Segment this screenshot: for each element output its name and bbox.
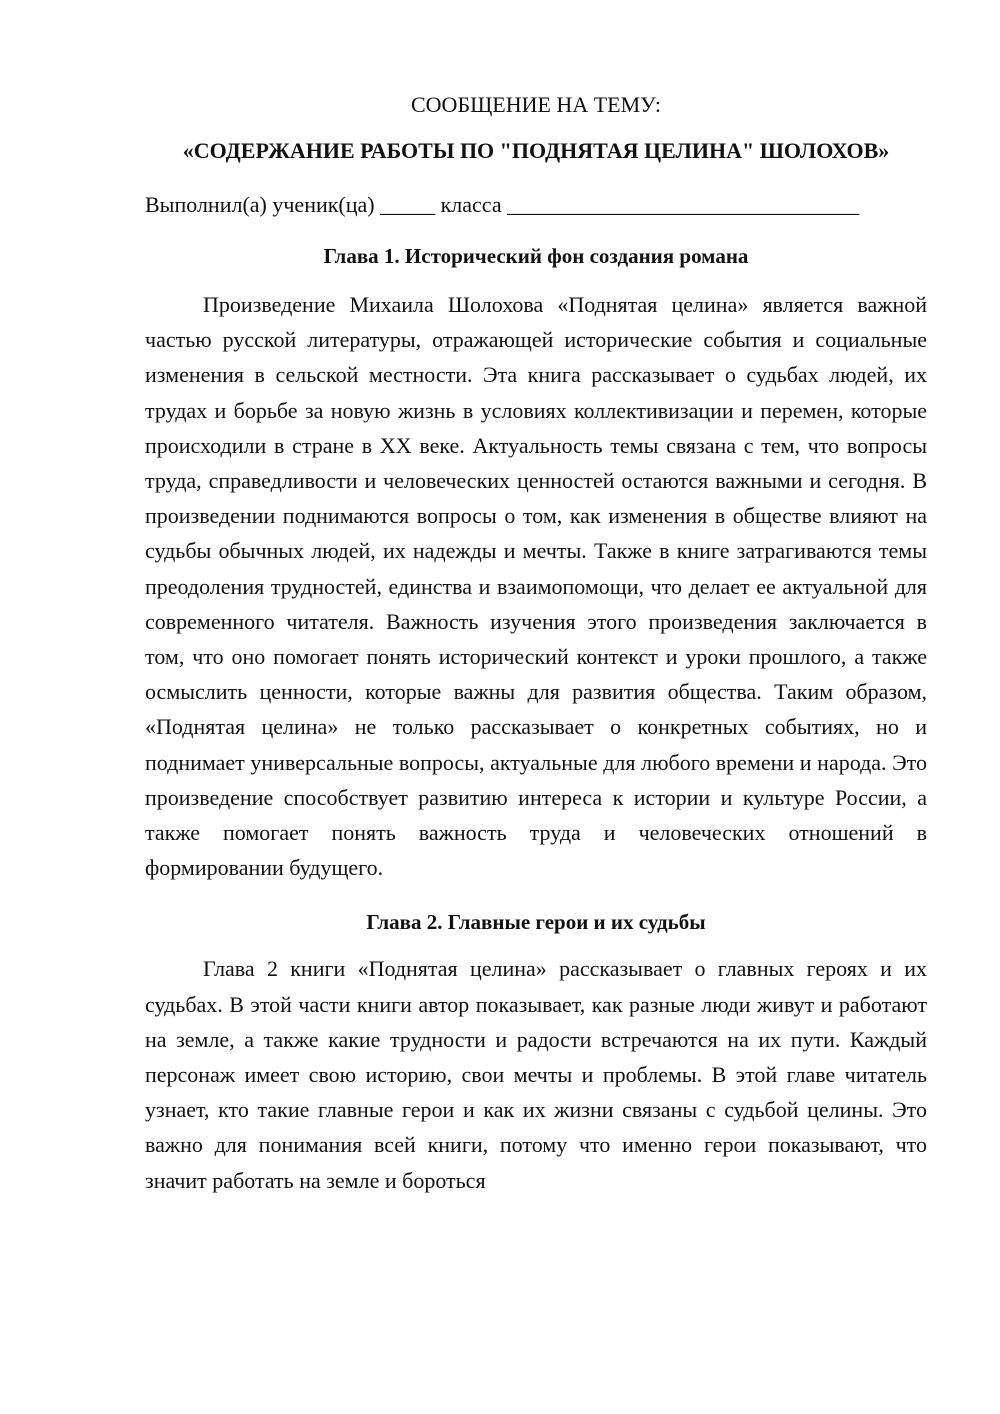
chapter-1-title: Глава 1. Исторический фон создания романа <box>323 244 749 268</box>
chapter-2-text: Глава 2 книги «Поднятая целина» рассказывает о главных героях и их судьбах. В этой части книги автор показывает, как разные люди живут и работают на земле, а также какие трудности и радости встречаются на их пути. Каждый персонаж имеет свою историю, свои мечты и проблемы. В этой главе читатель узнает, кто такие главные герои и как их жизни связаны с судьбой целины. Это важно для понимания всей книги, потому что именно герои показывают, что значит работать на земле и бороться <box>145 956 927 1193</box>
author-line: Выполнил(а) ученик(ца) _____ класса ________________________________ <box>145 192 860 217</box>
topic-label: СООБЩЕНИЕ НА ТЕМУ: <box>411 92 661 117</box>
topic-title: «СОДЕРЖАНИЕ РАБОТЫ ПО "ПОДНЯТАЯ ЦЕЛИНА" ШОЛОХОВ» <box>182 138 890 163</box>
document-page <box>145 92 927 1198</box>
chapter-1-text: Произведение Михаила Шолохова «Поднятая целина» является важной частью русской литературы, отражающей исторические события и социальные изменения в сельской местности. Эта книга рассказывает о судьбах людей, их трудах и борьбе за новую жизнь в условиях коллективизации и перемен, которые происходили в стране в XX веке. Актуальность темы связана с тем, что вопросы труда, справедливости и человеческих ценностей остаются важными и сегодня. В произведении поднимаются вопросы о том, как изменения в обществе влияют на судьбы обычных людей, их надежды и мечты. Также в книге затрагиваются темы преодоления трудностей, единства и взаимопомощи, что делает ее актуальной для современного читателя. Важность изучения этого произведения заключается в том, что оно помогает понять исторический контекст и уроки прошлого, а также осмыслить ценности, которые важны для развития общества. Таким образом, «Поднятая целина» не только рассказывает о конкретных событиях, но и поднимает универсальные вопросы, актуальные для любого времени и народа. Это произведение способствует развитию интереса к истории и культуре России, а также помогает понять важность труда и человеческих отношений в формировании будущего. <box>145 292 927 881</box>
chapter-2-title: Глава 2. Главные герои и их судьбы <box>366 910 706 935</box>
